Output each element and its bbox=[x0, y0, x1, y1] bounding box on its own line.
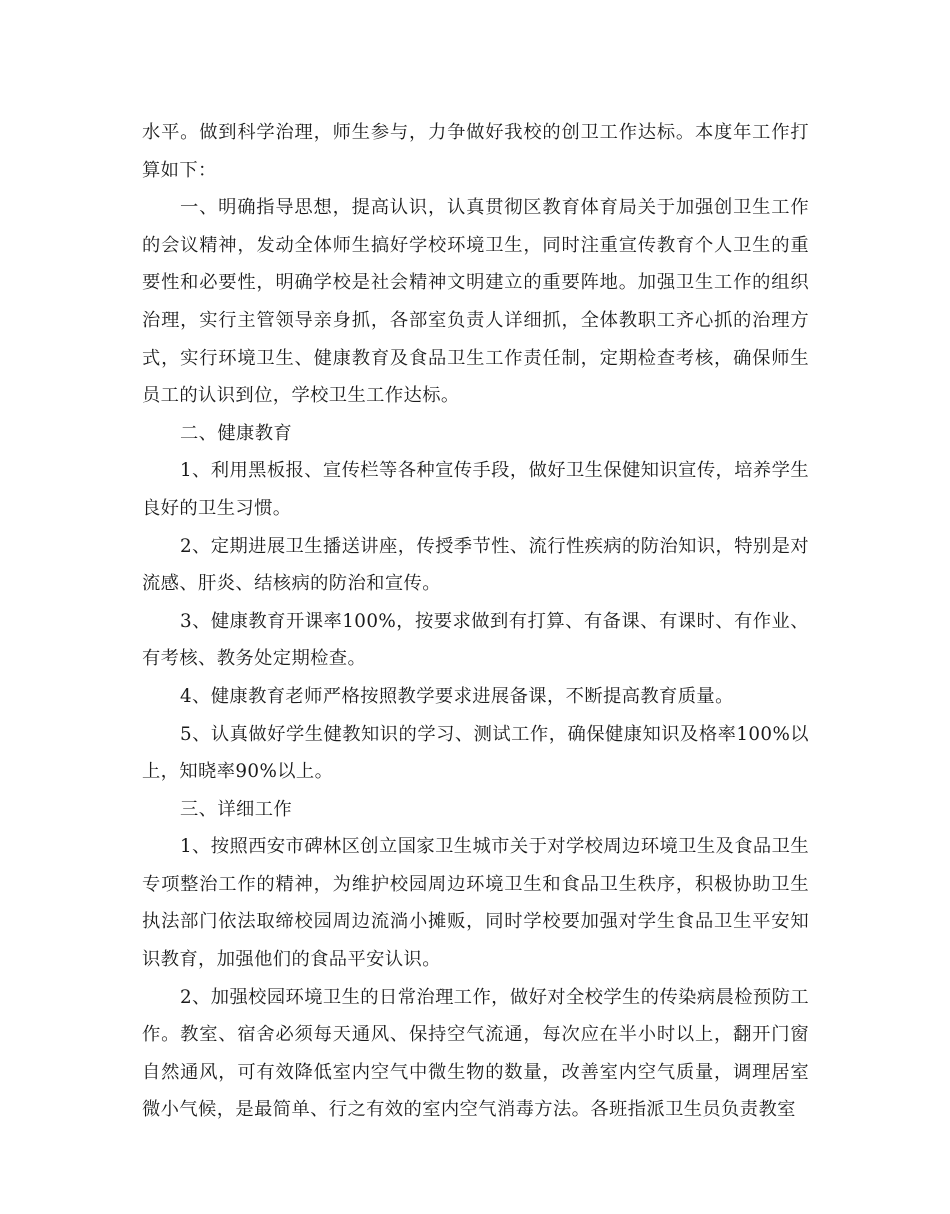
paragraph-work-item-2: 2、加强校园环境卫生的日常治理工作，做好对全校学生的传染病晨检预防工作。教室、宿舍必须每天通风、保持空气流通，每次应在半小时以上，翻开门窗自然通风，可有效降低室内空气中微生物的数量，改善室内空气质量，调理居室微小气候，是最简单、行之有效的室内空气消毒方法。各班指派卫生员负责教室 bbox=[142, 986, 809, 1121]
paragraph-section-one: 一、明确指导思想，提高认识，认真贯彻区教育体育局关于加强创卫生工作的会议精神，发动全体师生搞好学校环境卫生，同时注重宣传教育个人卫生的重要性和必要性，明确学校是社会精神文明建立的重要阵地。加强卫生工作的组织治理，实行主管领导亲身抓，各部室负责人详细抓，全体教职工齐心抓的治理方式，实行环境卫生、健康教育及食品卫生工作责任制，定期检查考核，确保师生员工的认识到位，学校卫生工作达标。 bbox=[142, 197, 809, 407]
paragraph-health-item-3: 3、健康教育开课率100%，按要求做到有打算、有备课、有课时、有作业、有考核、教务处定期检查。 bbox=[142, 610, 809, 670]
paragraph-health-item-4: 4、健康教育老师严格按照教学要求进展备课，不断提高教育质量。 bbox=[180, 685, 734, 707]
document-body bbox=[142, 114, 809, 1129]
section-heading-health-education: 二、健康教育 bbox=[180, 422, 293, 444]
paragraph-continuation: 水平。做到科学治理，师生参与，力争做好我校的创卫工作达标。本度年工作打算如下： bbox=[142, 122, 809, 181]
paragraph-health-item-2: 2、定期进展卫生播送讲座，传授季节性、流行性疾病的防治知识，特别是对流感、肝炎、结核病的防治和宣传。 bbox=[142, 535, 809, 595]
paragraph-health-item-5: 5、认真做好学生健教知识的学习、测试工作，确保健康知识及格率100%以上，知晓率90%以上。 bbox=[142, 723, 809, 783]
paragraph-health-item-1: 1、利用黑板报、宣传栏等各种宣传手段，做好卫生保健知识宣传，培养学生良好的卫生习惯。 bbox=[142, 460, 809, 519]
section-heading-detailed-work: 三、详细工作 bbox=[180, 798, 293, 820]
paragraph-work-item-1: 1、按照西安市碑林区创立国家卫生城市关于对学校周边环境卫生及食品卫生专项整治工作的精神，为维护校园周边环境卫生和食品卫生秩序，积极协助卫生执法部门依法取缔校园周边流淌小摊贩，同时学校要加强对学生食品卫生平安知识教育，加强他们的食品平安认识。 bbox=[142, 836, 809, 971]
